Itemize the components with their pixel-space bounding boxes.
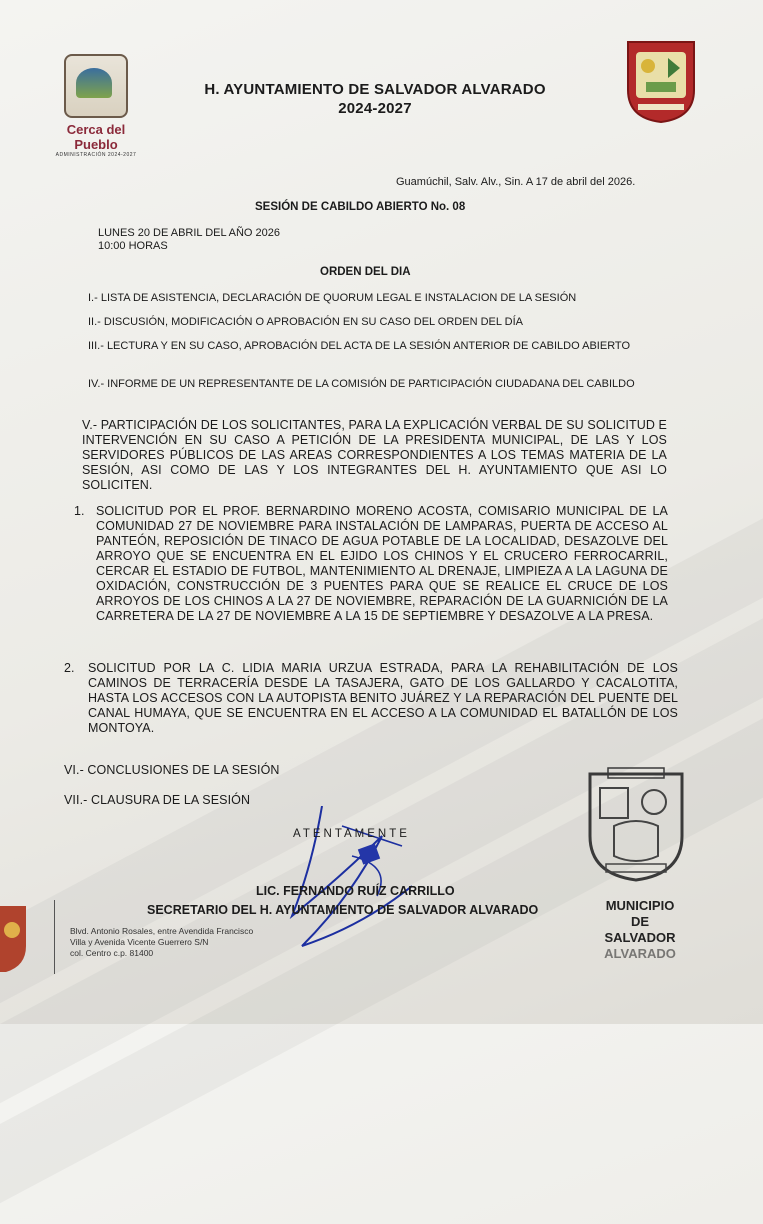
seal-line-3: SALVADOR bbox=[604, 930, 676, 945]
signer-title: SECRETARIO DEL H. AYUNTAMIENTO DE SALVADOR ALVARADO bbox=[147, 903, 539, 917]
address-line-1: Blvd. Antonio Rosales, entre Avendida Francisco bbox=[70, 926, 254, 936]
cerca-del-pueblo-logo bbox=[44, 54, 148, 158]
request-item-2: SOLICITUD POR LA C. LIDIA MARIA URZUA ESTRADA, PARA LA REHABILITACIÓN DE LOS CAMINOS DE TERRACERÍA DESDE LA TASAJERA, GATO DE LOS GALLARDO Y CACALOTITA, HASTA LOS ACCESOS CON LA AUTOPISTA BENITO JUÁREZ Y LA REPARACIÓN DEL PUENTE DEL CANAL HUMAYA, QUE SE ENCUENTRA EN EL ACCESO A LA COMUNIDAD EL BATALLÓN DE LOS MONTOYA. bbox=[88, 661, 678, 735]
agenda-item-3: III.- LECTURA Y EN SU CASO, APROBACIÓN DEL ACTA DE LA SESIÓN ANTERIOR DE CABILDO ABIERTO bbox=[88, 340, 631, 352]
agenda-title: ORDEN DEL DIA bbox=[320, 266, 411, 278]
address-line-3: col. Centro c.p. 81400 bbox=[70, 948, 154, 958]
seal-text bbox=[590, 898, 690, 962]
request-item-1: SOLICITUD POR EL PROF. BERNARDINO MORENO ACOSTA, COMISARIO MUNICIPAL DE LA COMUNIDAD 27 DE NOVIEMBRE PARA INSTALACIÓN DE LAMPARAS, PUERTA DE ACCESO AL PANTEÓN, REPOSICIÓN DE TINACO DE AGUA POTABLE DE LA LOCALIDAD, DESAZOLVE DEL ARROYO QUE SE ENCUENTRA EN EL EJIDO LOS CHINOS Y EL CRUCERO FERROCARRIL, CERCAR EL ESTADIO DE FUTBOL, MANTENIMIENTO AL DRENAJE, LIMPIEZA A LA LAGUNA DE OXIDACIÓN, CONSTRUCCIÓN DE 3 PUENTES PARA QUE SE REALICE EL CRUCE DE LOS ARROYOS DE LOS CHINOS A LA 27 DE NOVIEMBRE, REPARACIÓN DE LA GUARNICIÓN DE LA CARRETERA DE LA 27 DE NOVIEMBRE A LA 15 DE SEPTIEMBRE Y DESAZOLVE A LA PRESA. bbox=[96, 504, 668, 623]
session-title: SESIÓN DE CABILDO ABIERTO No. 08 bbox=[255, 201, 466, 213]
agenda-item-2: II.- DISCUSIÓN, MODIFICACIÓN O APROBACIÓN EN SU CASO DEL ORDEN DEL DÍA bbox=[88, 316, 523, 328]
seal-line-2: DE bbox=[630, 914, 650, 929]
document-date: Guamúchil, Salv. Alv., Sin. A 17 de abril del 2026. bbox=[396, 176, 636, 188]
footer-address bbox=[70, 926, 253, 959]
footer-crest-icon bbox=[0, 896, 30, 974]
footer-divider bbox=[54, 900, 55, 974]
session-day: LUNES 20 DE ABRIL DEL AÑO 2026 bbox=[98, 227, 280, 239]
agenda-item-1: I.- LISTA DE ASISTENCIA, DECLARACIÓN DE QUORUM LEGAL E INSTALACION DE LA SESIÓN bbox=[88, 292, 577, 304]
agenda-item-6: VI.- CONCLUSIONES DE LA SESIÓN bbox=[64, 763, 280, 777]
agenda-item-4: IV.- INFORME DE UN REPRESENTANTE DE LA COMISIÓN DE PARTICIPACIÓN CIUDADANA DEL CABILDO bbox=[88, 378, 635, 390]
signer-name: LIC. FERNANDO RUÍZ CARRILLO bbox=[256, 884, 455, 898]
seal-line-1: MUNICIPIO bbox=[605, 898, 675, 913]
request-number: 1. bbox=[74, 504, 85, 518]
agenda-item-5: V.- PARTICIPACIÓN DE LOS SOLICITANTES, PARA LA EXPLICACIÓN VERBAL DE SU SOLICITUD E INTERVENCIÓN EN SU CASO A PETICIÓN DE LA PRESIDENTA MUNICIPAL, DE LAS Y LOS SERVIDORES PÚBLICOS DE LAS AREAS CORRESPONDIENTES A LOS TEMAS MATERIA DE LA SESIÓN, ASI COMO DE LAS Y LOS INTEGRANTES DEL H. AYUNTAMIENTO QUE ASI LO SOLICITEN. bbox=[82, 418, 667, 492]
signature-closing: ATENTAMENTE bbox=[293, 828, 410, 840]
municipal-logo-icon bbox=[64, 54, 128, 118]
logo-subtitle: ADMINISTRACIÓN 2024-2027 bbox=[55, 152, 137, 158]
logo-brand-text: Cerca del Pueblo bbox=[66, 122, 126, 152]
municipal-seal-stamp bbox=[584, 766, 688, 882]
seal-line-4: ALVARADO bbox=[604, 946, 676, 961]
agenda-item-7: VII.- CLAUSURA DE LA SESIÓN bbox=[64, 793, 251, 807]
municipal-coat-of-arms-icon bbox=[624, 38, 698, 124]
title-line-1: H. AYUNTAMIENTO DE SALVADOR ALVARADO bbox=[204, 81, 546, 98]
title-line-2: 2024-2027 bbox=[338, 100, 412, 117]
session-time: 10:00 HORAS bbox=[98, 240, 168, 252]
page-title bbox=[150, 80, 600, 118]
address-line-2: Villa y Avenida Vicente Guerrero S/N bbox=[70, 937, 209, 947]
session-schedule bbox=[98, 227, 280, 253]
request-number: 2. bbox=[64, 661, 75, 675]
